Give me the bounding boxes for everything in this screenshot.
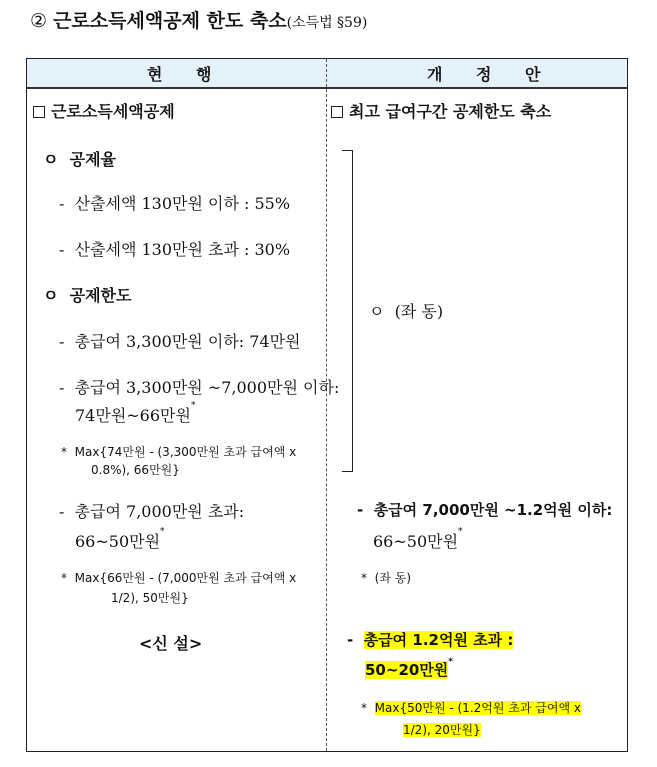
current-section-title: 근로소득세액공제 — [33, 99, 175, 122]
limit-item-2-line1: - 총급여 3,300만원 ~7,000만원 이하: — [59, 378, 340, 397]
proposed-note-same: * (좌 동) — [361, 571, 412, 585]
new-provision-label: <신 설> — [139, 634, 203, 653]
limit-item-1: - 총급여 3,300만원 이하: 74만원 — [59, 332, 301, 351]
proposed-note-new-line2: 1/2), 20만원} — [403, 723, 481, 737]
proposed-item-1-line2: 66~50만원* — [373, 527, 463, 551]
proposed-section-title: 최고 급여구간 공제한도 축소 — [331, 99, 551, 122]
highlighted-text: 총급여 1.2억원 초과 : — [363, 631, 514, 649]
limit-item-3-line1: - 총급여 7,000만원 초과: — [59, 502, 245, 521]
table-header — [27, 59, 627, 89]
note-2-line1: * Max{66만원 - (7,000만원 초과 급여액 x — [61, 571, 297, 585]
rate-item-2: - 산출세액 130만원 초과 : 30% — [59, 240, 291, 259]
bracket-line — [342, 150, 353, 472]
note-1-line1: * Max{74만원 - (3,300만원 초과 급여액 x — [61, 445, 297, 459]
column-divider — [326, 59, 327, 751]
proposed-item-1-line1: - 총급여 7,000만원 ~1.2억원 이하: — [357, 501, 613, 519]
comparison-table — [26, 58, 628, 752]
title-main: 근로소득세액공제 한도 축소 — [53, 10, 287, 32]
checkbox-square-icon — [331, 106, 343, 118]
proposed-note-new-line1: * Max{50만원 - (1.2억원 초과 급여액 x — [361, 701, 581, 715]
rate-heading: ㅇ 공제율 — [43, 150, 116, 169]
limit-item-3-line2: 66~50만원* — [75, 527, 165, 551]
header-current: 현 행 — [147, 65, 226, 84]
proposed-item-2-line1: - 총급여 1.2억원 초과 : — [347, 631, 514, 649]
rate-item-1: - 산출세액 130만원 이하 : 55% — [59, 194, 291, 213]
note-1-line2: 0.8%), 66만원} — [91, 463, 180, 477]
limit-heading: ㅇ 공제한도 — [43, 286, 132, 305]
proposed-item-2-line2: 50~20만원* — [365, 657, 454, 679]
proposed-same-as-left: ㅇ (좌 동) — [369, 302, 444, 321]
note-2-line2: 1/2), 50만원} — [111, 591, 189, 605]
limit-item-2-line2: 74만원~66만원* — [75, 401, 196, 425]
document-title — [30, 6, 367, 33]
title-law-reference: (소득법 §59) — [286, 15, 368, 31]
header-proposed: 개 정 안 — [427, 65, 555, 84]
title-number: ② — [30, 10, 48, 32]
checkbox-square-icon — [33, 106, 45, 118]
